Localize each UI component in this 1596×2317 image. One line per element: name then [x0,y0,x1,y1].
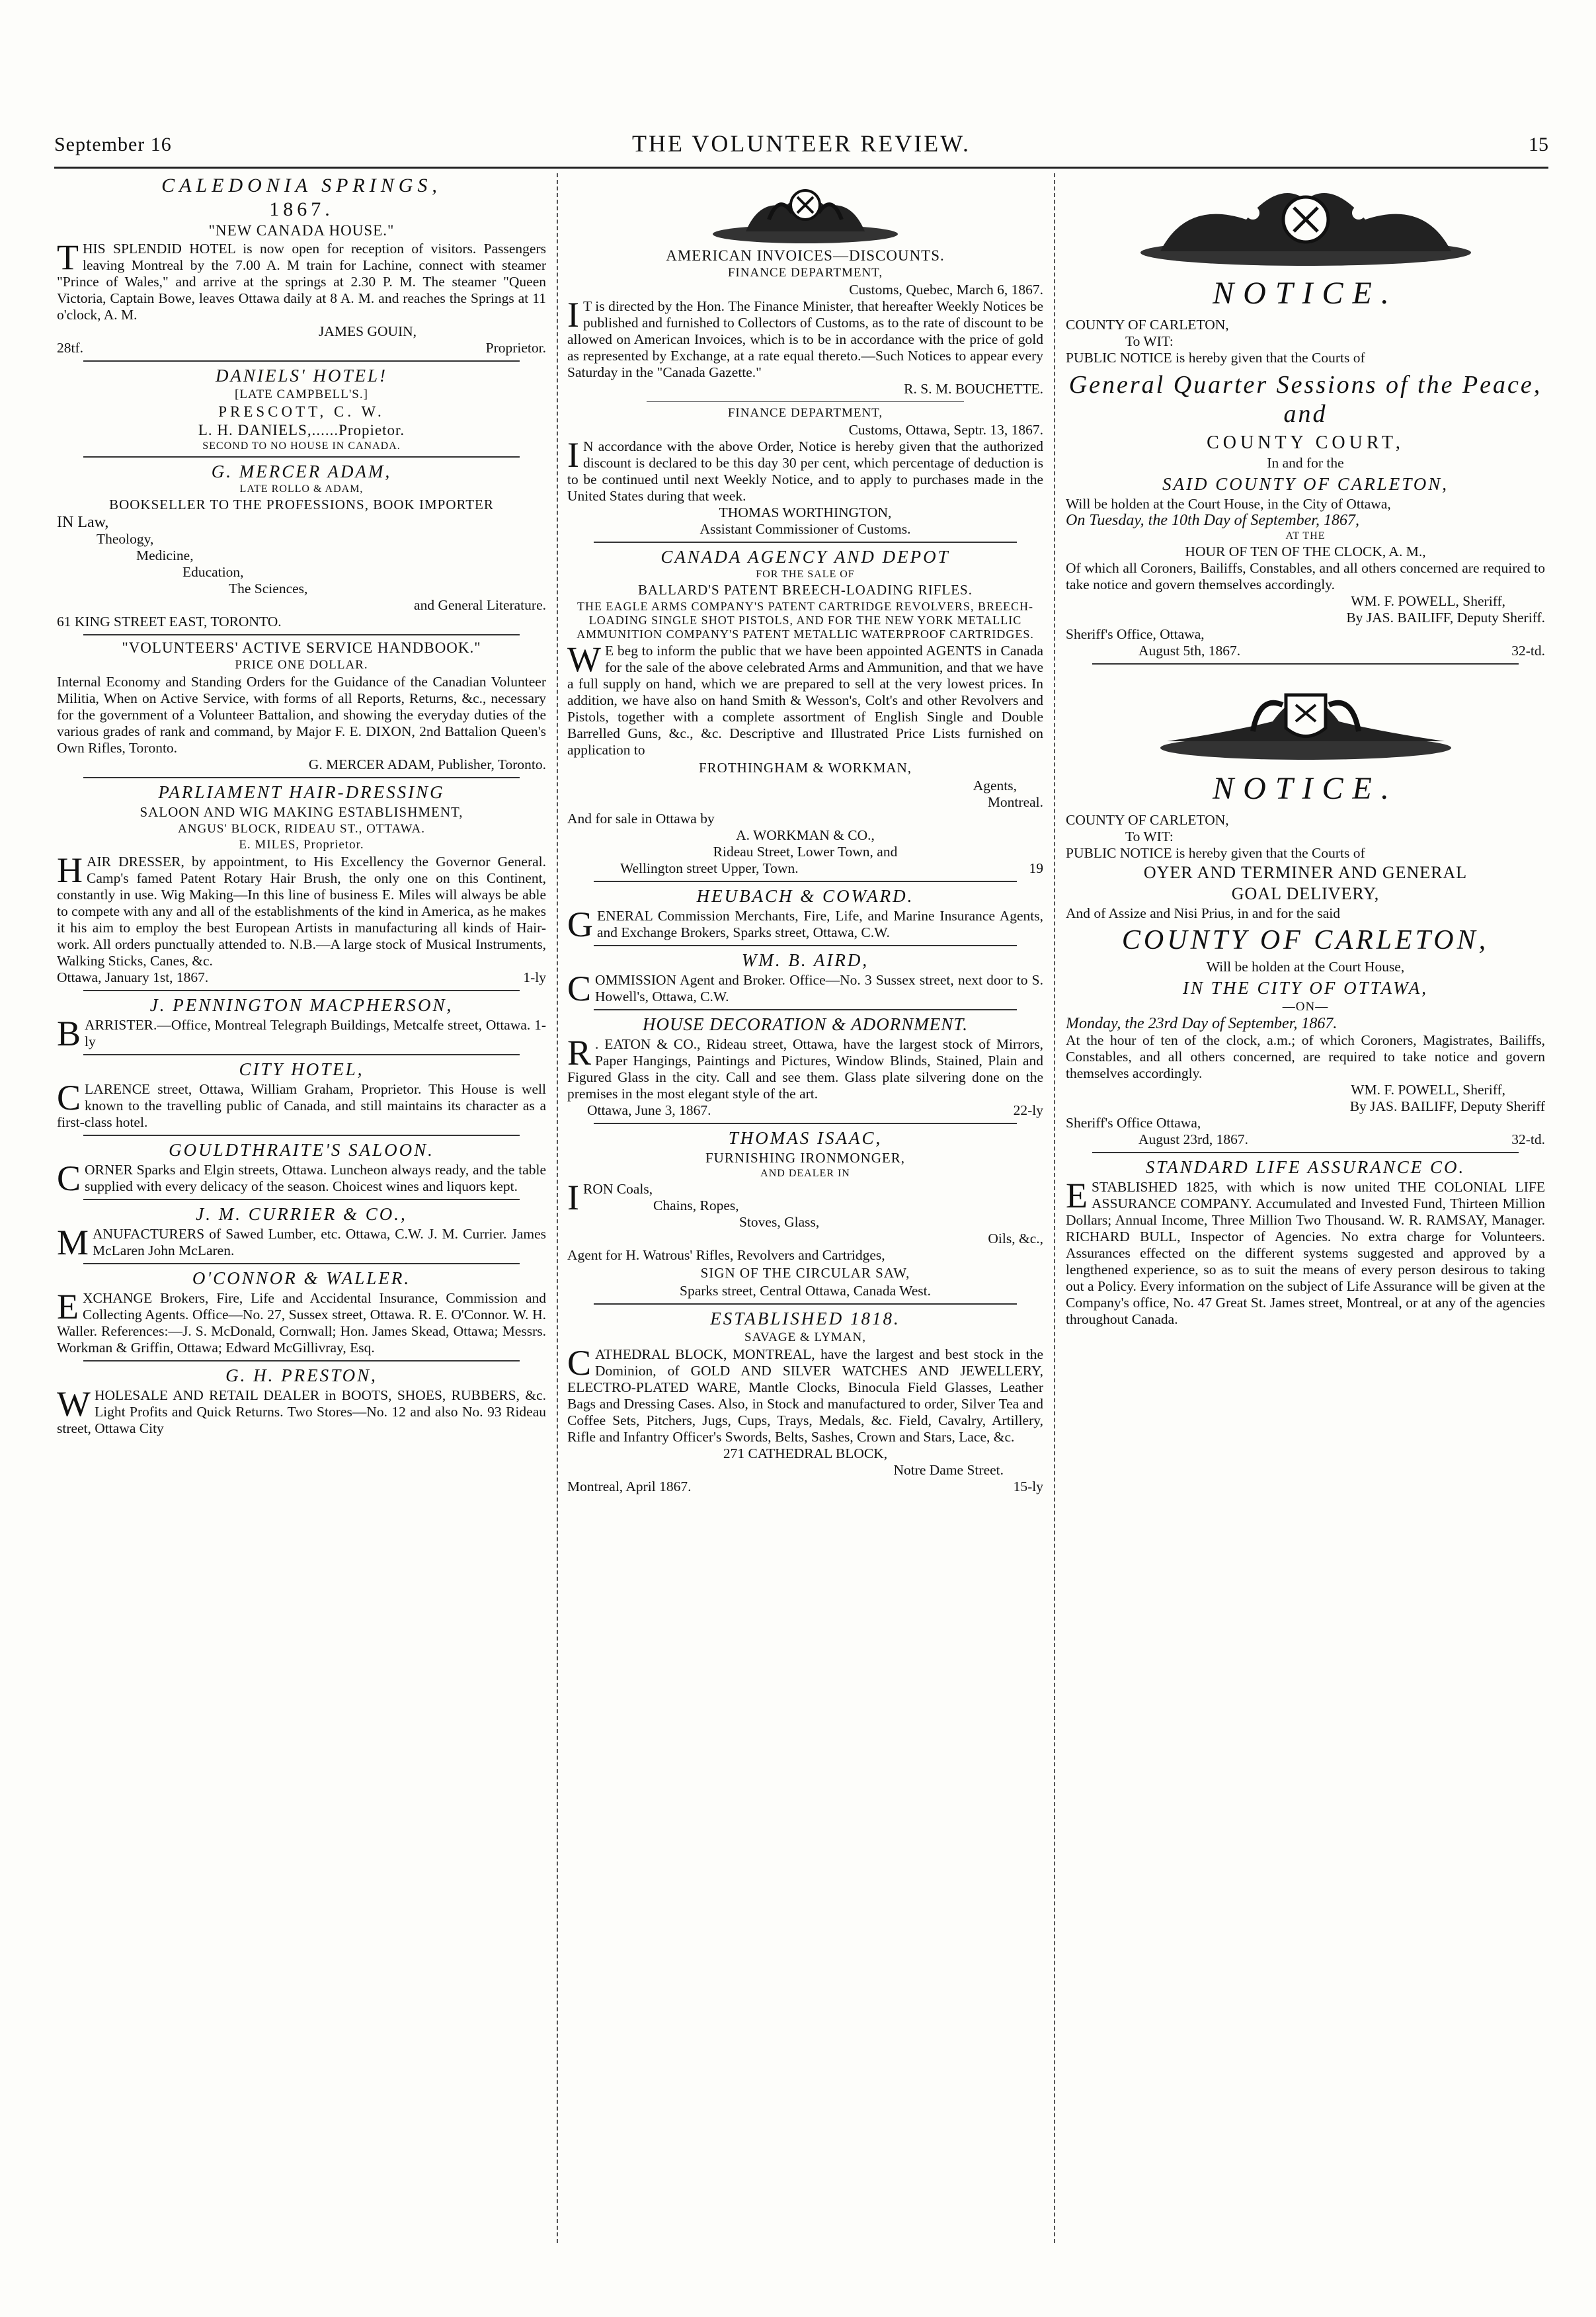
notice-county-name: SAID COUNTY OF CARLETON, [1162,474,1449,494]
notice-code: 32-td. [1511,1131,1545,1147]
ad-note: AND DEALER IN [760,1168,850,1179]
ad-signature: R. S. M. BOUCHETTE. [904,381,1043,397]
drop-cap: C [57,1078,81,1118]
ad-dept: FINANCE DEPARTMENT, [727,266,883,280]
ad-list-lead: IN Law, [57,514,109,531]
ad-firm-role: Agents, [973,778,1017,793]
drop-cap: G [567,905,593,944]
ad-title: AMERICAN INVOICES—DISCOUNTS. [666,247,945,264]
notice-text: —ON— [1282,1000,1329,1014]
divider [83,634,520,635]
ad-list-item: Stoves, Glass, [739,1214,820,1230]
royal-arms-vignette-icon [706,173,904,246]
ad-list-item: Education, [182,564,244,580]
drop-cap: M [57,1223,89,1262]
header-date: September 16 [54,134,172,155]
ad-body: Internal Economy and Standing Orders for the Guidance of the Canadian Volunteer Militia, When on Active Service, with forms of all Reports, Returns, &c., necessary for the government of a Volunteer Battalion, and showing the everyday duties of the various grades of rank and command, by Major F. E. DIXON, 2nd Battalion Queen's Own Rifles, Toronto. [57,674,546,756]
divider [1092,663,1519,665]
ad-body: ARRISTER.—Office, Montreal Telegraph Buildings, Metcalfe street, Ottawa. [85,1017,531,1033]
ad-body: HOLESALE AND RETAIL DEALER in BOOTS, SHOES, RUBBERS, &c. Light Profits and Quick Returns. Two Stores—No. 12 and also No. 93 Rideau street, Ottawa City [57,1387,546,1436]
drop-cap: T [57,237,79,277]
notice-title: NOTICE. [1213,771,1398,806]
ad-list-item: Medicine, [136,548,194,563]
ad-standard-life [1066,1157,1545,1328]
ad-code: 28tf. [57,340,84,356]
column-right [1066,173,1545,2256]
divider [83,1135,520,1136]
ad-title: ESTABLISHED 1818. [710,1309,900,1328]
ad-title: STANDARD LIFE ASSURANCE CO. [1145,1157,1466,1177]
ad-note: [LATE CAMPBELL'S.] [235,387,368,401]
ad-dept: FINANCE DEPARTMENT, [727,406,883,420]
ad-body: XCHANGE Brokers, Fire, Life and Accidental Insurance, Commission and Collecting Agents. Office—No. 27, Sussex street, Ottawa. R. E. O'Connor. W. H. Waller. References:—J. S. McDonald, Cornwall; Hon. James Skead, Ottawa; Messrs. Workman & Griffin, Ottawa; Edward McGillivray, Esq. [57,1290,546,1356]
ad-code: 15-ly [1013,1479,1043,1494]
ad-caledonia-springs [57,175,546,356]
ad-title: J. PENNINGTON MACPHERSON, [149,995,454,1015]
drop-cap: W [567,639,601,679]
ad-price: PRICE ONE DOLLAR. [235,658,368,672]
drop-cap: C [567,1343,592,1383]
ad-title: CALEDONIA SPRINGS, [161,175,442,196]
ad-body: ENERAL Commission Merchants, Fire, Life, and Marine Insurance Agents, and Exchange Brokers, Sparks street, Ottawa, C.W. [597,908,1043,940]
ad-sign: SIGN OF THE CIRCULAR SAW, [700,1265,910,1281]
ad-gouldthraite [57,1140,546,1198]
ad-address: 61 KING STREET EAST, TORONTO. [57,614,282,630]
ad-publisher: G. MERCER ADAM, Publisher, Toronto. [308,756,546,772]
ad-seller: A. WORKMAN & CO., [736,827,875,843]
drop-cap: E [1066,1176,1088,1215]
ad-list-item: RON Coals, [582,1181,653,1197]
ad-firm: FROTHINGHAM & WORKMAN, [698,760,912,776]
notice-text: Will be holden at the Court House, in the City of Ottawa, [1066,496,1391,512]
ad-title: DANIELS' HOTEL! [215,366,388,386]
ad-list-item: and General Literature. [414,597,546,613]
notice-office: Sheriff's Office Ottawa, [1066,1115,1201,1131]
divider [83,777,520,778]
divider [83,360,520,362]
ad-body: E beg to inform the public that we have been appointed AGENTS in Canada for the sale of the above celebrated Arms and Ammunition, and that we have a full supply on hand, which we are prepared to sell at the very lowest prices. In addition, we have also on hand Smith & Wesson's, Colt's and other Revolvers and Pistols, together with a complete assortment of English Single and Double Barrelled Guns, &c., &c. Descriptive and Illustrated Price Lists furnished on application to [567,643,1043,758]
ad-title: PARLIAMENT HAIR-DRESSING [158,782,445,802]
header-rule [54,167,1548,169]
ad-firm: SAVAGE & LYMAN, [744,1330,866,1344]
notice-body: Of which all Coroners, Bailiffs, Constables, and all others concerned are required to take notice and govern themselves accordingly. [1066,560,1545,592]
notice-to-wit: To WIT: [1125,829,1174,844]
ad-hair-dressing [57,782,546,986]
ad-city-hotel [57,1059,546,1131]
column-middle [567,173,1043,2256]
ad-list-item: Oils, &c., [988,1231,1043,1246]
notice-county: COUNTY OF CARLETON, [1066,812,1229,828]
ad-title: THOMAS ISAAC, [728,1128,883,1148]
drop-cap: R [567,1033,592,1073]
ad-title: HEUBACH & COWARD. [696,886,914,906]
ad-thomas-isaac [567,1128,1043,1299]
ad-body: . EATON & CO., Rideau street, Ottawa, have the largest stock of Mirrors, Paper Hangings, Paintings and Pictures, Window Blinds, Stained, Plain and Figured Glass in the city. Call and see them. Glass plate silvering done on the premises in the most elegant style of the art. [567,1036,1043,1102]
ad-mercer-adam [57,462,546,630]
notice-body: At the hour of ten of the clock, a.m.; of which Coroners, Magistrates, Bailiffs, Constables, and all others concerned, are required to take notice and govern themselves accordingly. [1066,1032,1545,1081]
divider [647,401,964,402]
notice-office: Sheriff's Office, Ottawa, [1066,626,1205,642]
ad-address: 271 CATHEDRAL BLOCK, [723,1445,888,1461]
ad-title: CITY HOTEL, [239,1059,364,1079]
notice-general-sessions [1066,275,1545,659]
notice-lead: PUBLIC NOTICE is hereby given that the Courts of [1066,845,1365,861]
ad-code: 1-ly [85,1017,546,1049]
ad-body: STABLISHED 1825, with which is now united THE COLONIAL LIFE ASSURANCE COMPANY. Accumulated and Invested Fund, Thirteen Million Dollars; Annual Income, Three Million Two Thousand. W. R. RAMSAY, Manager. RICHARD BULL, Inspector of Agencies. No extra charge for Volunteers. Assurances effected on the different systems suggested and approved by a lengthened experience, so as to suit the means of every person desirous to taking out a Policy. Every information on the subject of Life Assurance will be given at the Company's office, No. 47 Great St. James street, Montreal, or at any of the agencies throughout Canada. [1066,1179,1545,1327]
notice-lead: PUBLIC NOTICE is hereby given that the Courts of [1066,350,1365,366]
divider [594,1123,1017,1124]
ad-list-item: Theology, [97,531,154,547]
ad-currier [57,1204,546,1262]
column-divider-2 [1054,173,1055,2243]
ad-address: Sparks street, Central Ottawa, Canada West. [680,1283,931,1299]
ad-role: Assistant Commissioner of Customs. [699,521,911,537]
ad-address: Notre Dame Street. [893,1462,1004,1478]
notice-title: NOTICE. [1213,276,1398,311]
notice-office-date: August 5th, 1867. [1138,643,1241,659]
ad-subtitle: BOOKSELLER TO THE PROFESSIONS, BOOK IMPORTER [109,497,494,512]
notice-hour: HOUR OF TEN OF THE CLOCK, A. M., [1185,544,1426,559]
ad-body: T is directed by the Hon. The Finance Minister, that hereafter Weekly Notices be published and furnished to Collectors of Customs, as to the rate of discount to be allowed on American Invoices, which is to be in accordance with the price of gold as represented by Exchange, at a rate equal thereto.—Such Notices to appear every Saturday in the "Canada Gazette." [567,298,1043,380]
ad-title: HOUSE DECORATION & ADORNMENT. [643,1014,968,1034]
column-divider-1 [557,173,558,2243]
ad-body: Agent for H. Watrous' Rifles, Revolvers and Cartridges, [567,1247,885,1263]
drop-cap: C [57,1158,81,1198]
notice-to-wit: To WIT: [1125,333,1174,349]
ad-body: LARENCE street, Ottawa, William Graham, Proprietor. This House is well known to the travelling public of Canada, and still maintains its character as a first-class hotel. [57,1081,546,1130]
ad-subtitle: SALOON AND WIG MAKING ESTABLISHMENT, [140,804,463,820]
ad-city: Montreal. [987,794,1043,810]
divider [594,1303,1017,1305]
ad-place: Customs, Ottawa, Septr. 13, 1867. [848,422,1043,438]
ad-proprietor: E. MILES, Proprietor. [239,838,364,852]
ad-list-item: The Sciences, [229,581,308,596]
notice-signature: WM. F. POWELL, Sheriff, [1351,1082,1505,1098]
ad-for: FOR THE SALE OF [756,569,855,580]
ad-list-item: Chains, Ropes, [653,1198,739,1213]
notice-city: IN THE CITY OF OTTAWA, [1183,978,1428,998]
divider [83,1199,520,1200]
ad-address: ANGUS' BLOCK, RIDEAU ST., OTTAWA. [178,822,425,836]
ad-subtitle: THE EAGLE ARMS COMPANY'S PATENT CARTRIDGE REVOLVERS, BREECH-LOADING SINGLE SHOT PISTOLS, AND FOR THE NEW YORK METALLIC AMMUNITION COMPANY'S PATENT METALLIC WATERPROOF CARTRIDGES. [577,600,1034,641]
notice-signature: By JAS. BAILIFF, Deputy Sheriff. [1346,610,1545,626]
ad-oconnor-waller [57,1268,546,1356]
ad-note: LATE ROLLO & ADAM, [239,483,364,495]
masthead-title: THE VOLUNTEER REVIEW. [632,130,971,157]
ad-macpherson [57,995,546,1053]
ad-canada-agency [567,547,1043,877]
ad-body: HIS SPLENDID HOTEL is now open for reception of visitors. Passengers leaving Montreal by the 7.00 A. M train for Lachine, connect with steamer "Prince of Wales," and arrive at the springs at 2.30 P. M. The steamer "Queen Victoria, Captain Bowe, leaves Ottawa daily at 8 A. M. and reaches the Springs at 11 o'clock, A. M. [57,241,546,323]
drop-cap: I [567,1178,579,1217]
ad-title: CANADA AGENCY AND DEPOT [660,547,950,567]
ad-date: Ottawa, June 3, 1867. [587,1102,711,1118]
ad-savage-lyman [567,1309,1043,1495]
divider [83,1263,520,1264]
notice-county-name: COUNTY OF CARLETON, [1121,925,1490,955]
ad-body: AIR DRESSER, by appointment, to His Excellency the Governor General. Camp's famed Patent Rotary Hair Brush, the only one on this Continent, constantly in use. Wig Making—In this line of business E. Miles will always be able to compete with any and all of the establishments of the kind in America, as he makes it his aim to employ the best European Artists in manufacturing all kinds of Hair-work. All orders punctually attended to. N.B.—A large stock of Musical Instruments, Walking Sticks, Canes, &c. [57,854,546,969]
notice-text: AT THE [1285,530,1326,542]
ad-subtitle: FURNISHING IRONMONGER, [705,1150,905,1166]
drop-cap: H [57,850,83,890]
ad-date: Montreal, April 1867. [567,1479,692,1494]
drop-cap: I [567,435,579,475]
notice-county: COUNTY OF CARLETON, [1066,317,1229,333]
ad-body: ATHEDRAL BLOCK, MONTREAL, have the largest and best stock in the Dominion, of GOLD AND SILVER WATCHES AND JEWELLERY, ELECTRO-PLATED WARE, Mantle Clocks, Binocula Field Glasses, Leather Bags and Dressing Cases. Also, in Stock and manufactured to order, Silver Tea and Coffee Sets, Pitchers, Jugs, Cups, Trays, Medals, &c. Field, Cavalry, Artillery, Rifle and Infantry Officer's Swords, Belts, Sashes, Crown and Stars, Lace, &c. [567,1346,1043,1445]
ad-role: Proprietor. [485,340,546,356]
notice-date: On Tuesday, the 10th Day of September, 1867, [1066,512,1359,529]
divider [83,1360,520,1362]
ad-title: "VOLUNTEERS' ACTIVE SERVICE HANDBOOK." [122,639,481,656]
ad-title: O'CONNOR & WALLER. [192,1268,411,1288]
notice-court: COUNTY COURT, [1207,432,1404,453]
ad-body: OMMISSION Agent and Broker. Office—No. 3 Sussex street, next door to S. Howell's, Ottawa, C.W. [595,972,1043,1004]
ad-title: G. H. PRESTON, [225,1365,378,1385]
ad-subtitle: "NEW CANADA HOUSE." [208,222,395,239]
notice-signature: By JAS. BAILIFF, Deputy Sheriff [1349,1098,1545,1114]
divider [594,881,1017,882]
ad-preston [57,1365,546,1437]
column-left [57,173,546,2256]
ad-address: Wellington street Upper, Town. [620,860,799,876]
ad-handbook [57,639,546,773]
ad-body: ORNER Sparks and Elgin streets, Ottawa. Luncheon always ready, and the table supplied with every delicacy of the season. Choicest wines and liquors kept. [85,1162,546,1194]
notice-text: And of Assize and Nisi Prius, in and for the said [1066,905,1341,921]
divider [594,945,1017,946]
ad-proprietor: L. H. DANIELS,......Propietor. [198,422,405,438]
notice-text: Will be holden at the Court House, [1206,959,1405,975]
royal-arms-vignette-icon [1154,669,1458,768]
divider [594,542,1017,543]
ad-place: Customs, Quebec, March 6, 1867. [849,282,1043,298]
ad-body: N accordance with the above Order, Notice is hereby given that the authorized discount is declared to be this day 30 per cent, which percentage of deduction is to be continued until next Weekly Notice, and to apply to purchases made in the United States during that week. [567,438,1043,504]
ad-heubach-coward [567,886,1043,944]
ad-signature: JAMES GOUIN, [318,323,417,339]
ad-daniels-hotel [57,366,546,452]
notice-court: General Quarter Sessions of the Peace, and [1068,371,1542,428]
notice-text: In and for the [1267,455,1344,471]
drop-cap: E [57,1287,79,1326]
page-header [54,130,1548,164]
ad-house-decoration [567,1014,1043,1119]
divider [83,456,520,458]
notice-code: 32-td. [1511,643,1545,659]
notice-oyer-terminer [1066,770,1545,1148]
ad-date: Ottawa, January 1st, 1867. [57,969,209,985]
divider [83,1054,520,1055]
notice-signature: WM. F. POWELL, Sheriff, [1351,593,1505,609]
drop-cap: B [57,1014,81,1053]
royal-arms-vignette-icon [1134,173,1478,272]
ad-title: GOULDTHRAITE'S SALOON. [169,1140,434,1160]
ad-title: G. MERCER ADAM, [211,462,392,481]
divider [1092,1152,1519,1153]
notice-court: GOAL DELIVERY, [1231,884,1380,903]
ad-address: Rideau Street, Lower Town, and [713,844,898,860]
ad-code: 1-ly [523,969,546,985]
ad-signature: THOMAS WORTHINGTON, [719,505,892,520]
ad-code: 22-ly [1013,1102,1043,1118]
page-number: 15 [1529,134,1548,155]
drop-cap: I [567,295,579,335]
ad-product: BALLARD'S PATENT BREECH-LOADING RIFLES. [638,582,973,598]
divider [594,1009,1017,1010]
ad-sale: And for sale in Ottawa by [567,811,715,827]
ad-title: WM. B. AIRD, [741,950,869,970]
ad-aird [567,950,1043,1008]
ad-year: 1867. [269,198,334,220]
drop-cap: C [567,969,592,1008]
ad-code: 19 [1029,860,1043,876]
drop-cap: W [57,1384,91,1424]
notice-date: Monday, the 23rd Day of September, 1867. [1066,1015,1337,1032]
ad-slogan: SECOND TO NO HOUSE IN CANADA. [202,440,401,452]
ad-place: PRESCOTT, C. W. [218,403,385,420]
ad-body: ANUFACTURERS of Sawed Lumber, etc. Ottawa, C.W. J. M. Currier. James McLaren John McLaren. [93,1226,546,1258]
divider [83,990,520,991]
notice-office-date: August 23rd, 1867. [1138,1131,1249,1147]
ad-title: J. M. CURRIER & CO., [196,1204,407,1224]
ad-american-invoices [567,247,1043,538]
notice-court: OYER AND TERMINER AND GENERAL [1143,863,1468,882]
